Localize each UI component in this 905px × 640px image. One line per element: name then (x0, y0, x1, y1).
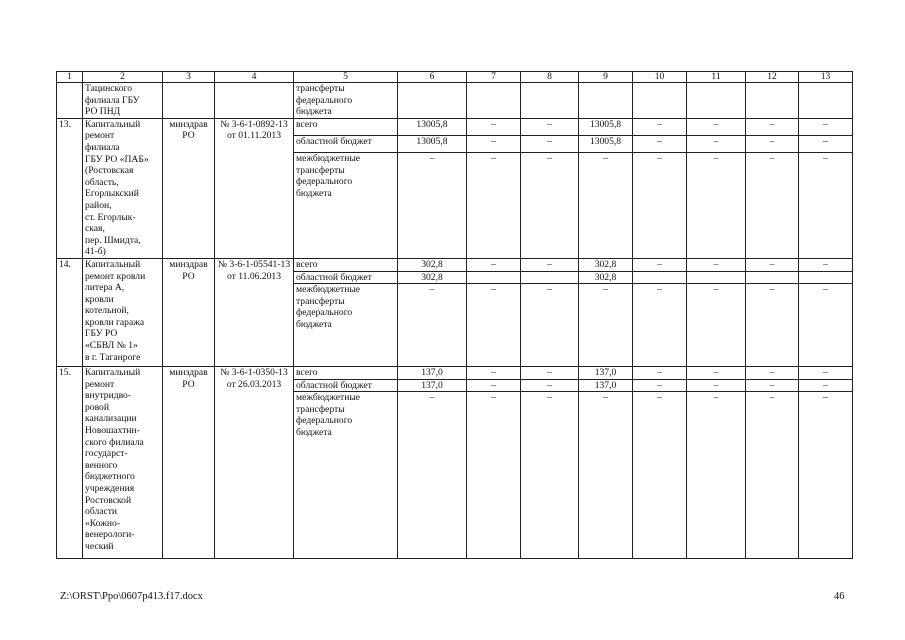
value-cell: – (687, 152, 746, 258)
value-cell: – (521, 118, 579, 135)
value-cell: – (521, 379, 579, 392)
customer: минздрав РО (163, 367, 215, 559)
column-header: 13 (799, 72, 853, 83)
value-cell: – (746, 284, 799, 367)
value-cell: – (579, 392, 633, 559)
value-cell: – (467, 392, 521, 559)
funding-label: всего (294, 367, 398, 380)
value-cell: – (687, 367, 746, 380)
value-cell: 302,8 (579, 258, 633, 271)
value-cell (521, 271, 579, 284)
value-cell: – (633, 284, 687, 367)
column-header: 6 (398, 72, 467, 83)
value-cell: – (799, 392, 853, 559)
value-cell: – (521, 284, 579, 367)
value-cell: 137,0 (398, 379, 467, 392)
row-number: 14. (57, 258, 83, 366)
value-cell: 302,8 (398, 258, 467, 271)
value-cell: 13005,8 (579, 118, 633, 135)
value-cell: – (633, 367, 687, 380)
value-cell: – (799, 379, 853, 392)
value-cell: – (633, 135, 687, 152)
funding-table (56, 71, 853, 559)
value-cell: – (467, 284, 521, 367)
column-header: 9 (579, 72, 633, 83)
column-header: 3 (163, 72, 215, 83)
value-cell: – (521, 152, 579, 258)
value-cell: – (579, 152, 633, 258)
value-cell: – (746, 258, 799, 271)
column-header: 1 (57, 72, 83, 83)
value-cell: – (398, 392, 467, 559)
value-cell: 13005,8 (579, 135, 633, 152)
value-cell (687, 271, 746, 284)
value-cell: – (799, 135, 853, 152)
footer-file-path: Z:\ORST\Ppo\0607p413.f17.docx (60, 591, 203, 602)
value-cell (799, 271, 853, 284)
value-cell: – (746, 152, 799, 258)
value-cell (746, 271, 799, 284)
value-cell: – (687, 284, 746, 367)
value-cell: – (467, 135, 521, 152)
value-cell: – (799, 118, 853, 135)
document-ref: № 3-6-1-05541-13 от 11.06.2013 (215, 258, 294, 366)
value-cell: 137,0 (398, 367, 467, 380)
funding-label: межбюджетные трансферты федерального бюджета (294, 392, 398, 559)
funding-label: межбюджетные трансферты федерального бюджета (294, 284, 398, 367)
value-cell: – (467, 258, 521, 271)
document-ref: № 3-6-1-0892-13 от 01.11.2013 (215, 118, 294, 258)
value-cell: 302,8 (579, 271, 633, 284)
continued-object-name: Тацинского филиала ГБУ РО ПНД (83, 83, 163, 119)
column-header: 7 (467, 72, 521, 83)
value-cell: – (799, 152, 853, 258)
column-header: 11 (687, 72, 746, 83)
value-cell: – (687, 379, 746, 392)
value-cell: – (687, 118, 746, 135)
table-row (57, 258, 853, 271)
value-cell: – (799, 258, 853, 271)
continuation-row (57, 83, 853, 119)
value-cell: – (521, 258, 579, 271)
value-cell: – (633, 258, 687, 271)
continued-funding-label: трансферты федерального бюджета (294, 83, 398, 119)
column-header: 2 (83, 72, 163, 83)
value-cell: 137,0 (579, 367, 633, 380)
value-cell: – (579, 284, 633, 367)
funding-label: областной бюджет (294, 271, 398, 284)
value-cell: – (467, 367, 521, 380)
value-cell: – (521, 392, 579, 559)
column-header: 5 (294, 72, 398, 83)
value-cell: – (633, 392, 687, 559)
value-cell: 137,0 (579, 379, 633, 392)
object-name: Капитальный ремонт внутридво- ровой канализации Новошахтин- ского филиала государст- венного бюджетного учреждения Ростовской области «Кожно- венерологи- ческий (83, 367, 163, 559)
value-cell (633, 271, 687, 284)
value-cell: – (633, 118, 687, 135)
value-cell: – (687, 392, 746, 559)
value-cell: – (467, 152, 521, 258)
value-cell: – (687, 135, 746, 152)
value-cell: – (633, 152, 687, 258)
value-cell: – (687, 258, 746, 271)
funding-label: всего (294, 258, 398, 271)
table-row (57, 118, 853, 135)
value-cell (467, 271, 521, 284)
column-header: 10 (633, 72, 687, 83)
value-cell: – (799, 367, 853, 380)
page-number: 46 (834, 591, 845, 602)
funding-label: областной бюджет (294, 135, 398, 152)
value-cell: – (746, 379, 799, 392)
value-cell: – (746, 135, 799, 152)
funding-label: областной бюджет (294, 379, 398, 392)
value-cell: 302,8 (398, 271, 467, 284)
value-cell: – (398, 152, 467, 258)
column-header: 8 (521, 72, 579, 83)
column-header: 12 (746, 72, 799, 83)
value-cell: – (746, 118, 799, 135)
document-ref: № 3-6-1-0350-13 от 26.03.2013 (215, 367, 294, 559)
value-cell: – (633, 379, 687, 392)
funding-label: всего (294, 118, 398, 135)
row-number: 13. (57, 118, 83, 258)
customer: минздрав РО (163, 118, 215, 258)
row-number: 15. (57, 367, 83, 559)
value-cell: – (398, 284, 467, 367)
value-cell: 13005,8 (398, 118, 467, 135)
value-cell: – (521, 135, 579, 152)
value-cell: – (746, 392, 799, 559)
object-name: Капитальный ремонт филиала ГБУ РО «ПАБ» (Ростовская область, Егорлыкский район, ст. Егорлык- ская, пер. Шмидта, 41-б) (83, 118, 163, 258)
value-cell: – (799, 284, 853, 367)
table-row (57, 367, 853, 380)
column-number-row (57, 72, 853, 83)
value-cell: – (467, 118, 521, 135)
value-cell: – (746, 367, 799, 380)
column-header: 4 (215, 72, 294, 83)
value-cell: 13005,8 (398, 135, 467, 152)
value-cell: – (467, 379, 521, 392)
funding-label: межбюджетные трансферты федерального бюджета (294, 152, 398, 258)
customer: минздрав РО (163, 258, 215, 366)
object-name: Капитальный ремонт кровли литера А, кровли котельной, кровли гаража ГБУ РО «СБВЛ № 1» в г. Таганроге (83, 258, 163, 366)
value-cell: – (521, 367, 579, 380)
